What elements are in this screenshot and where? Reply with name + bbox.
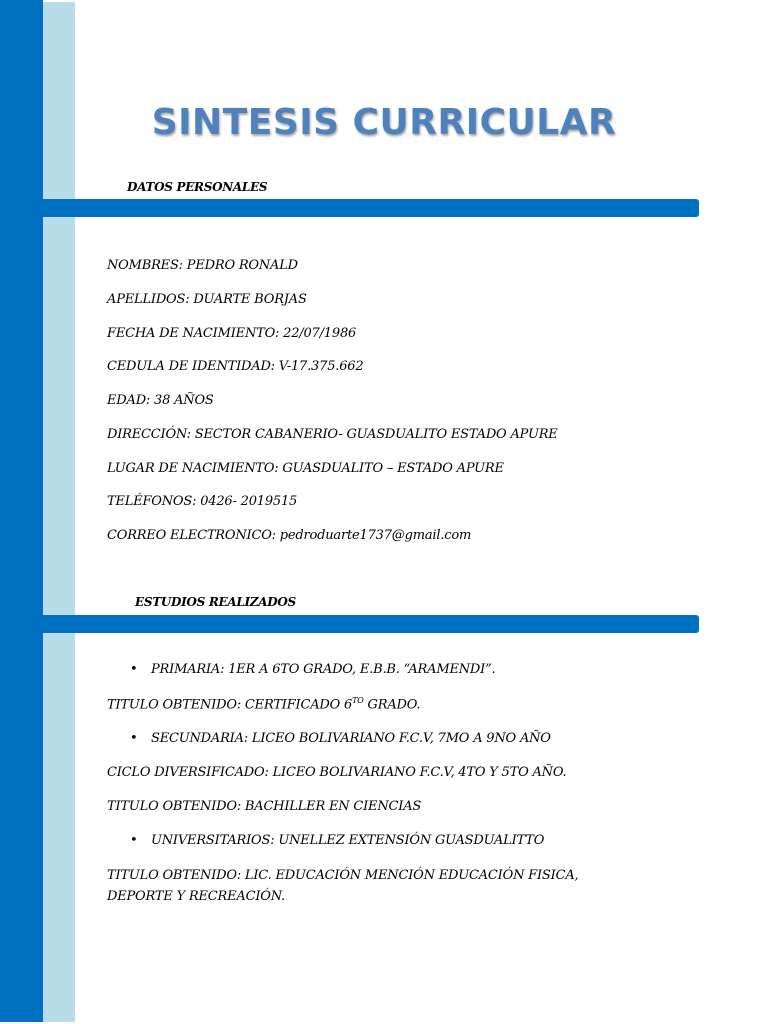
bullet-primaria: • — [130, 662, 138, 677]
field-lugar-nacimiento: LUGAR DE NACIMIENTO: GUASDUALITO – ESTADO APURE — [107, 461, 504, 476]
section-bar-personal — [43, 199, 699, 217]
sidebar-dark-stripe — [0, 0, 43, 1022]
field-correo: CORREO ELECTRONICO: pedroduarte1737@gmail.com — [107, 528, 472, 543]
study-titulo-primaria — [107, 696, 420, 712]
study-primaria: PRIMARIA: 1ER A 6TO GRADO, E.B.B. “ARAMENDI”. — [151, 662, 496, 677]
study-ciclo-diversificado: CICLO DIVERSIFICADO: LICEO BOLIVARIANO F.C.V, 4TO Y 5TO AÑO. — [107, 765, 567, 780]
section-heading-personal: DATOS PERSONALES — [127, 180, 268, 194]
sidebar-light-stripe — [43, 2, 75, 1022]
field-apellidos: APELLIDOS: DUARTE BORJAS — [107, 292, 307, 307]
section-heading-studies: ESTUDIOS REALIZADOS — [135, 595, 296, 609]
study-titulo-bachiller: TITULO OBTENIDO: BACHILLER EN CIENCIAS — [107, 799, 422, 814]
field-direccion: DIRECCIÓN: SECTOR CABANERIO- GUASDUALITO ESTADO APURE — [107, 427, 558, 442]
titulo1-text: TITULO OBTENIDO: CERTIFICADO 6 — [107, 697, 353, 713]
study-titulo-licenciatura: TITULO OBTENIDO: LIC. EDUCACIÓN MENCIÓN EDUCACIÓN FISICA, DEPORTE Y RECREACIÓN. — [107, 868, 579, 904]
field-fecha-nacimiento: FECHA DE NACIMIENTO: 22/07/1986 — [107, 326, 357, 341]
bullet-universitarios: • — [130, 833, 138, 848]
field-telefonos: TELÉFONOS: 0426- 2019515 — [107, 494, 298, 509]
field-nombres: NOMBRES: PEDRO RONALD — [107, 258, 298, 273]
bullet-secundaria: • — [130, 731, 138, 746]
study-secundaria: SECUNDARIA: LICEO BOLIVARIANO F.C.V, 7MO A 9NO AÑO — [151, 731, 551, 746]
field-cedula: CEDULA DE IDENTIDAD: V-17.375.662 — [107, 359, 364, 374]
field-edad: EDAD: 38 AÑOS — [107, 393, 214, 408]
titulo1-text-end: GRADO. — [363, 697, 421, 713]
page-title: SINTESIS CURRICULAR — [151, 102, 617, 143]
study-universitarios: UNIVERSITARIOS: UNELLEZ EXTENSIÓN GUASDUALITTO — [151, 833, 545, 848]
titulo1-superscript: TO — [352, 696, 364, 705]
section-bar-studies — [43, 615, 699, 633]
